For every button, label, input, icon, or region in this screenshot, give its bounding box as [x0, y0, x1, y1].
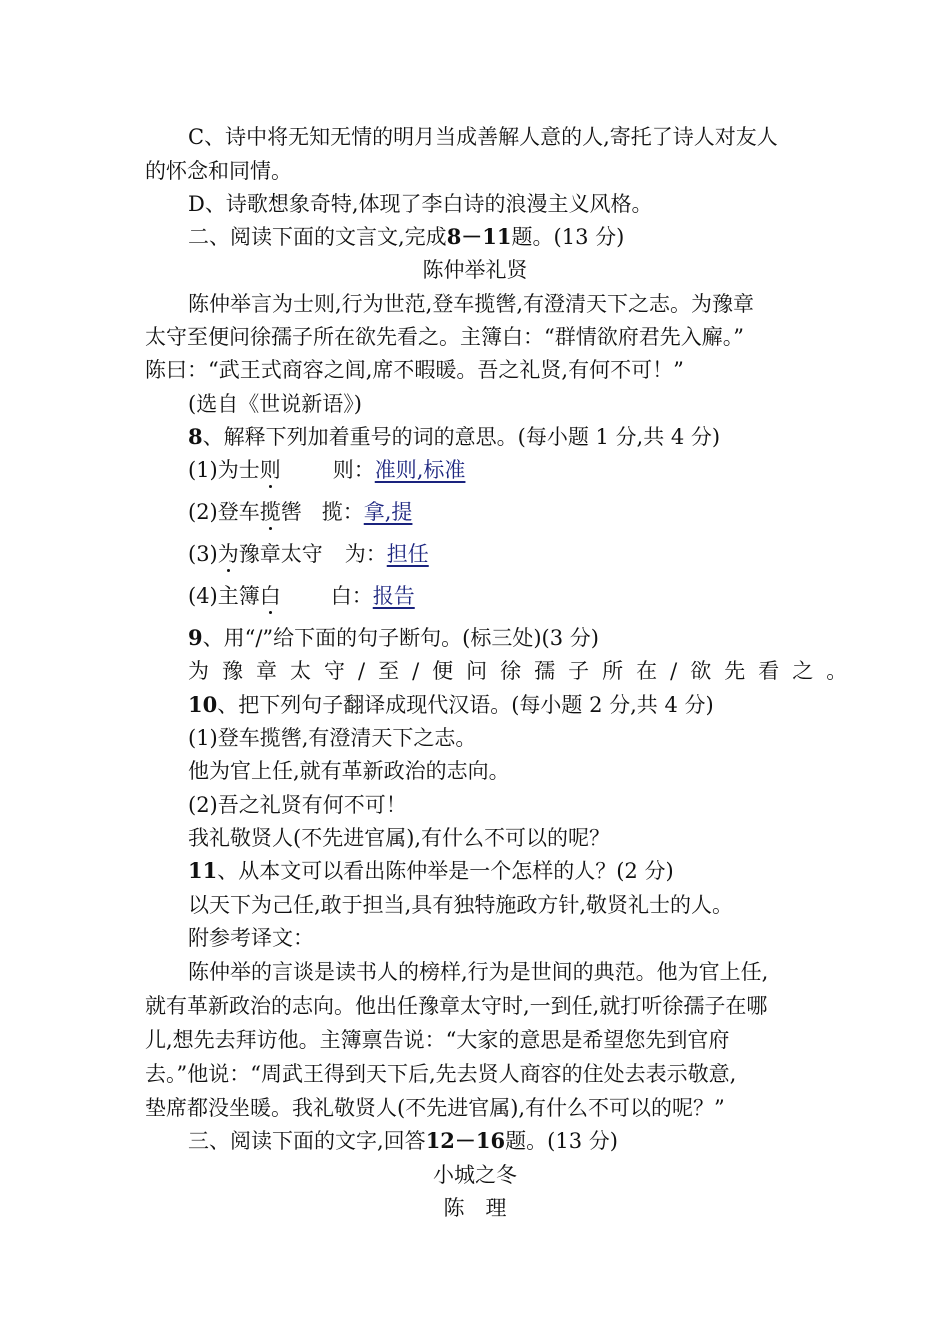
q8-item-3-post: 豫章太守 — [238, 542, 323, 566]
q8-item-1-pre: (1)为士 — [188, 458, 260, 482]
passage-line2: 太守至便问徐孺子所在欲先看之。主簿白：“群情欲府君先入廨。” — [145, 325, 744, 349]
passage-line3: 陈曰：“武王式商容之闾,席不暇暖。吾之礼贤,有何不可！” — [145, 358, 684, 382]
section2-heading-pre: 二、阅读下面的文言文,完成 — [188, 225, 447, 249]
passage-line1: 陈仲举言为士则,行为世范,登车揽辔,有澄清天下之志。为豫章 — [188, 292, 755, 316]
passage-title: 陈仲举礼贤 — [422, 258, 528, 282]
translation-line4: 去。”他说：“周武王得到天下后,先去贤人商容的住处去表示敬意, — [145, 1062, 737, 1086]
q8-item-2-post: 辔 — [280, 500, 302, 524]
q8-item-1 — [188, 455, 465, 485]
question-11-answer: 以天下为己任,敢于担当,具有独特施政方针,敬贤礼士的人。 — [188, 893, 734, 917]
q8-item-2-pre: (2)登车 — [188, 500, 260, 524]
q10-sentence-1: (1)登车揽辔,有澄清天下之志。 — [188, 726, 477, 750]
section3-heading-range: 12－16 — [425, 1128, 506, 1153]
q8-item-4-word: 白： — [330, 584, 373, 608]
q8-item-1-answer: 准则,标准 — [374, 458, 466, 482]
translation-label: 附参考译文： — [188, 926, 314, 950]
section3-heading-pre: 三、阅读下面的文字,回答 — [188, 1129, 426, 1153]
question-11-number: 11 — [188, 858, 218, 883]
option-c-line1: C、诗中将无知无情的明月当成善解人意的人,寄托了诗人对友人 — [188, 125, 778, 149]
question-11-text: 、从本文可以看出陈仲举是一个怎样的人？(2 分) — [217, 859, 674, 883]
question-10 — [188, 690, 714, 720]
section3-title: 小城之冬 — [433, 1163, 517, 1187]
q8-item-4-dotted-word: 白 — [259, 584, 281, 608]
q8-item-4-pre: (4)主簿 — [188, 584, 260, 608]
question-9-text: 、用“/”给下面的句子断句。(标三处)(3 分) — [202, 626, 599, 650]
q8-item-1-dotted-word: 则 — [259, 458, 281, 482]
q8-item-2-dotted-word: 揽 — [259, 500, 281, 524]
question-8 — [188, 422, 720, 452]
section3-heading-post: 题。(13 分) — [505, 1129, 618, 1153]
section2-heading — [188, 222, 624, 252]
section2-heading-range: 8－11 — [446, 224, 512, 249]
option-d-line: D、诗歌想象奇特,体现了李白诗的浪漫主义风格。 — [188, 192, 653, 216]
question-9 — [188, 623, 599, 653]
q8-item-4 — [188, 581, 415, 611]
q8-item-2-answer: 拿,提 — [363, 500, 413, 524]
option-c-line2: 的怀念和同情。 — [145, 159, 292, 183]
question-9-number: 9 — [188, 625, 203, 650]
q8-item-3-pre: (3) — [188, 542, 218, 566]
q8-item-3 — [188, 539, 429, 569]
question-8-text: 、解释下列加着重号的词的意思。(每小题 1 分,共 4 分) — [202, 425, 721, 449]
translation-line3: 儿,想先去拜访他。主簿禀告说：“大家的意思是希望您先到官府 — [145, 1028, 730, 1052]
question-9-answer: 为豫章太守/至/便问徐孺子所在/欲先看之。 — [188, 659, 861, 683]
question-10-text: 、把下列句子翻译成现代汉语。(每小题 2 分,共 4 分) — [217, 693, 714, 717]
q8-item-4-answer: 报告 — [372, 584, 415, 608]
question-11 — [188, 856, 674, 886]
q10-answer-2: 我礼敬贤人(不先进官属),有什么不可以的呢？ — [188, 826, 611, 850]
q10-answer-1: 他为官上任,就有革新政治的志向。 — [188, 759, 510, 783]
passage-source: (选自《世说新语》) — [188, 392, 362, 416]
translation-line1: 陈仲举的言谈是读书人的榜样,行为是世间的典范。他为官上任, — [188, 960, 769, 984]
section2-heading-post: 题。(13 分) — [511, 225, 625, 249]
translation-line5: 垫席都没坐暖。我礼敬贤人(不先进官属),有什么不可以的呢？” — [145, 1096, 725, 1120]
q8-item-1-word: 则： — [332, 458, 375, 482]
question-10-number: 10 — [188, 692, 218, 717]
translation-line2: 就有革新政治的志向。他出任豫章太守时,一到任,就打听徐孺子在哪 — [145, 994, 768, 1018]
section3-heading — [188, 1126, 618, 1156]
question-8-number: 8 — [188, 424, 203, 449]
q8-item-3-word: 为： — [344, 542, 387, 566]
q8-item-3-dotted-word: 为 — [217, 542, 239, 566]
q8-item-2 — [188, 497, 412, 527]
q10-sentence-2: (2)吾之礼贤有何不可！ — [188, 793, 407, 817]
q8-item-3-answer: 担任 — [386, 542, 429, 566]
q8-item-2-word: 揽： — [321, 500, 364, 524]
section3-author: 陈 理 — [443, 1196, 507, 1220]
